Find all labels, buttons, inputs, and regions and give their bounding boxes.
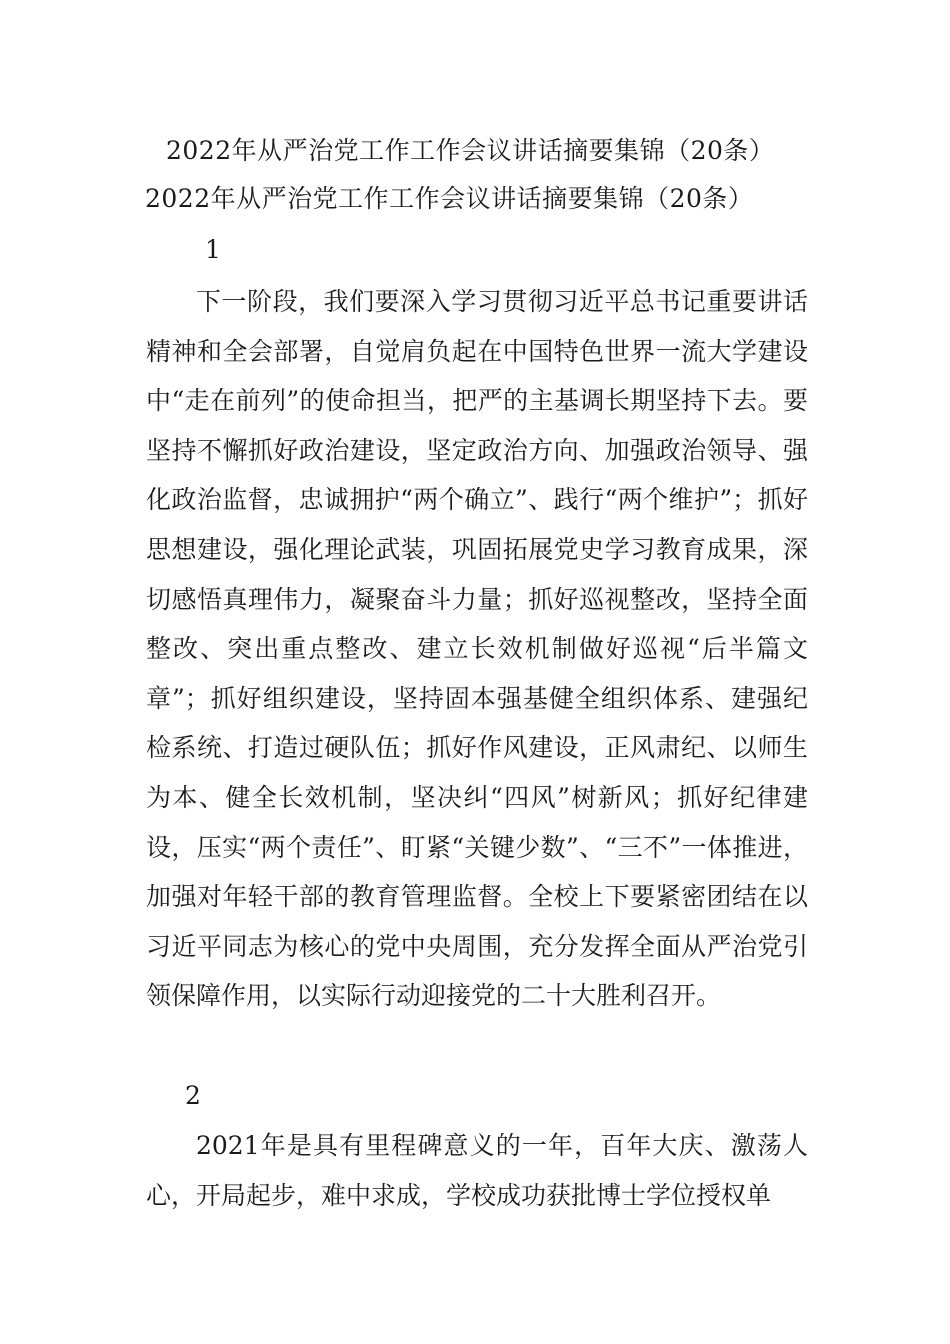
section-number-2: 2	[185, 1081, 201, 1110]
document-title: 2022年从严治党工作工作会议讲话摘要集锦（20条）	[166, 136, 775, 165]
section-paragraph-1: 下一阶段，我们要深入学习贯彻习近平总书记重要讲话精神和全会部署，自觉肩负起在中国特色世界一流大学建设中“走在前列”的使命担当，把严的主基调长期坚持下去。要坚持不懈抓好政治建设，坚定政治方向、加强政治领导、强化政治监督，忠诚拥护“两个确立”、践行“两个维护”；抓好思想建设，强化理论武装，巩固拓展党史学习教育成果，深切感悟真理伟力，凝聚奋斗力量；抓好巡视整改，坚持全面整改、突出重点整改、建立长效机制做好巡视“后半篇文章”；抓好组织建设，坚持固本强基健全组织体系、建强纪检系统、打造过硬队伍；抓好作风建设，正风肃纪、以师生为本、健全长效机制，坚决纠“四风”树新风；抓好纪律建设，压实“两个责任”、盯紧“关键少数”、“三不”一体推进，加强对年轻干部的教育管理监督。全校上下要紧密团结在以习近平同志为核心的党中央周围，充分发挥全面从严治党引领保障作用，以实际行动迎接党的二十大胜利召开。	[146, 287, 808, 1011]
section-number-1: 1	[205, 235, 221, 264]
document-subtitle: 2022年从严治党工作工作会议讲话摘要集锦（20条）	[145, 184, 754, 213]
section-paragraph-2: 2021年是具有里程碑意义的一年，百年大庆、激荡人心，开局起步，难中求成，学校成功获批博士学位授权单	[146, 1131, 808, 1210]
